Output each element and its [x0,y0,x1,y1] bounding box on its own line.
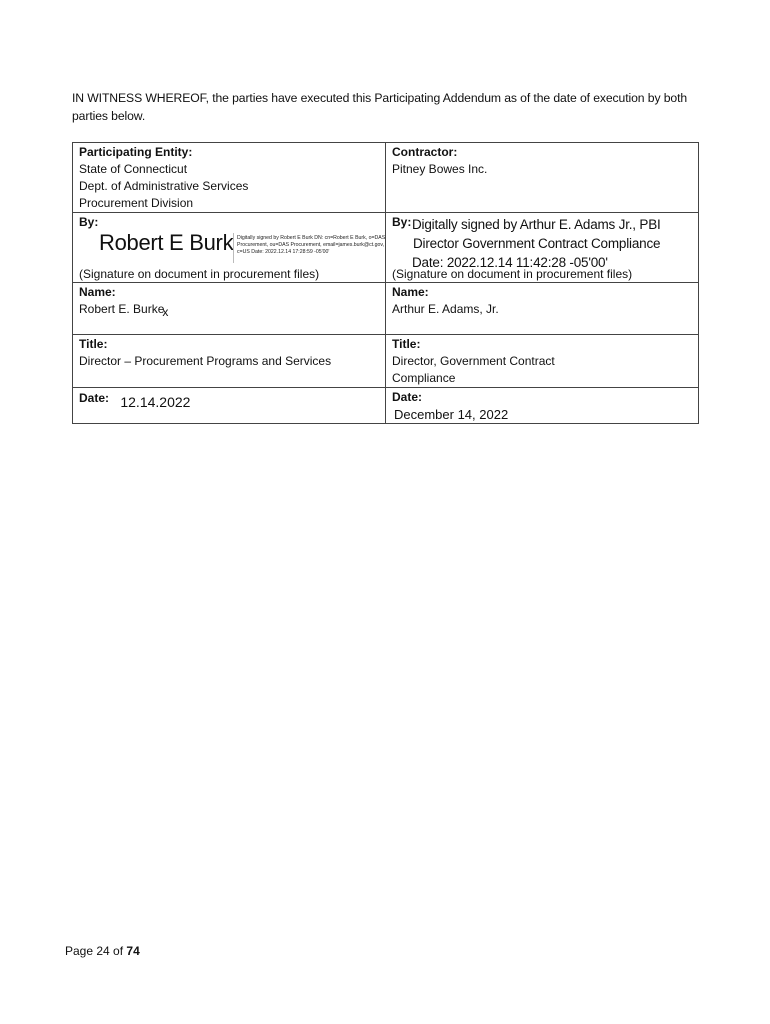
name-value: Arthur E. Adams, Jr. [392,302,499,316]
page-footer [65,944,140,958]
right-signature-cell [386,213,699,283]
entity-line: Procurement Division [79,196,194,210]
entity-line: State of Connecticut [79,162,188,176]
digital-signature-line: Director Government Contract Compliance [413,236,661,251]
right-name-cell [386,283,699,335]
name-label: Name: [392,285,429,299]
x-mark: x [162,305,169,319]
title-label: Title: [79,337,108,351]
digital-signature-block [412,215,661,272]
title-value: Director, Government Contract [392,354,555,368]
contractor-label: Contractor: [392,145,458,159]
title-label: Title: [392,337,421,351]
name-value-row [79,301,379,318]
participating-entity-label: Participating Entity: [79,145,193,159]
signature-note: (Signature on document in procurement files) [79,267,320,281]
signature-divider [233,233,234,263]
date-value: 12.14.2022 [120,394,191,410]
entity-line: Dept. of Administrative Services [79,179,249,193]
left-title-cell [73,335,386,388]
digital-signature-line: Date: 2022.12.14 11:42:28 -05'00' [412,255,608,270]
contractor-cell [386,143,699,213]
date-value: December 14, 2022 [394,407,509,422]
left-signature-cell [73,213,386,283]
left-name-cell [73,283,386,335]
by-label: By: [392,215,412,229]
digital-signature-line: Digitally signed by Arthur E. Adams Jr., PBI [412,217,661,232]
page-total: 74 [126,944,140,958]
name-label: Name: [79,285,116,299]
right-date-cell [386,388,699,424]
participating-entity-cell [73,143,386,213]
date-label: Date: [392,390,423,404]
signature-note: (Signature on document in procurement files) [392,267,633,281]
right-title-cell [386,335,699,388]
digital-signature-name: Robert E Burk [99,230,234,255]
title-value: Compliance [392,371,456,385]
contractor-value: Pitney Bowes Inc. [392,162,488,176]
digital-signature-details: Digitally signed by Robert E Burk DN: cn=Robert E Burk, o=DAS Procurement, ou=DAS Procurement, email=james.burk@ct.gov, c=US Date: 2022.12.14 17:28:59 -05'00' [237,235,386,255]
title-value: Director – Procurement Programs and Services [79,354,332,368]
date-label: Date: [79,391,110,405]
witness-paragraph: IN WITNESS WHEREOF, the parties have executed this Participating Addendum as of the date of execution by both parties below. [72,91,688,123]
left-date-cell [73,388,386,424]
signature-table [72,142,699,424]
page-number-prefix: Page 24 of [65,944,124,958]
name-value: Robert E. Burke [79,302,165,316]
by-label: By: [79,215,99,229]
